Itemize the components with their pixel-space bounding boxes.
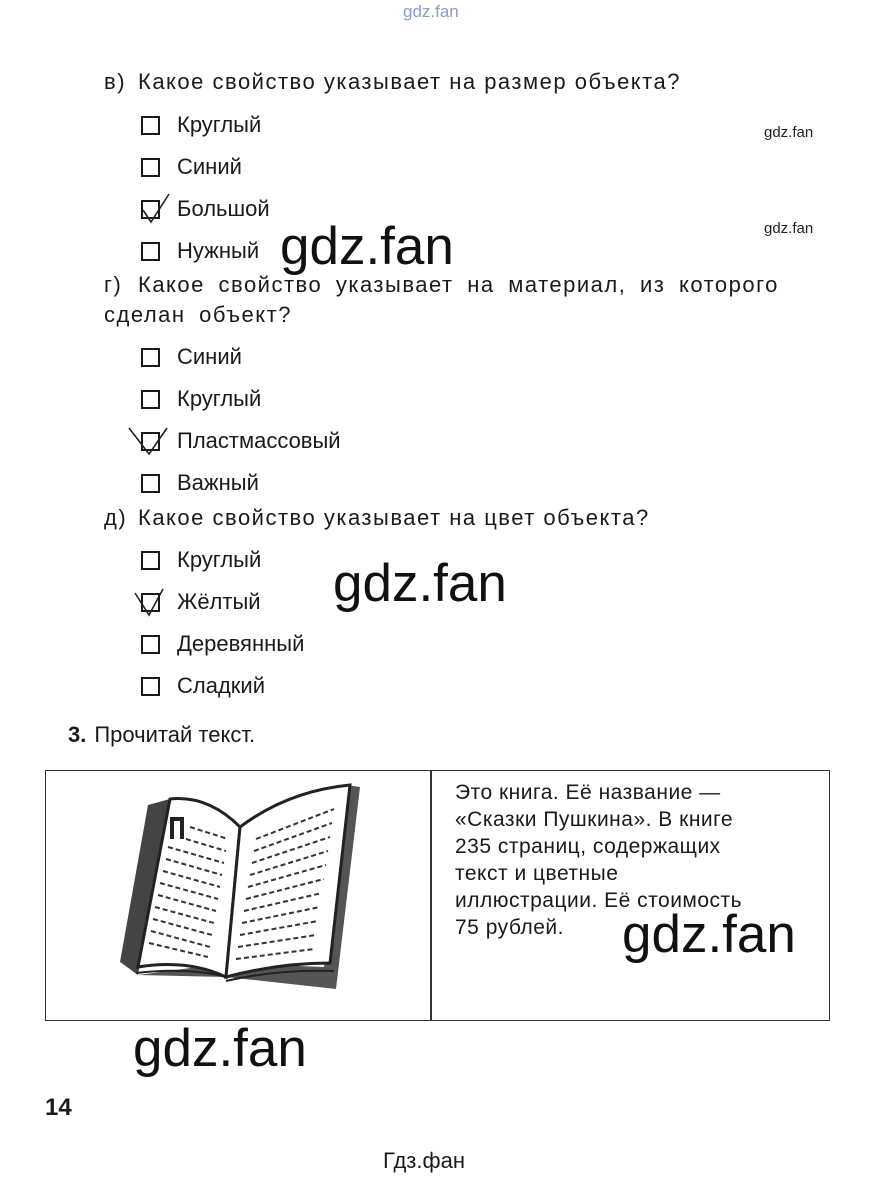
checkbox[interactable] — [141, 551, 160, 570]
option-d-3[interactable] — [141, 671, 304, 701]
checkbox[interactable] — [141, 348, 160, 367]
checkbox-checked[interactable] — [141, 200, 160, 219]
options-g — [141, 342, 341, 498]
watermark-big-3: gdz.fan — [622, 905, 796, 964]
question-g — [104, 270, 834, 330]
watermark-small-1: gdz.fan — [764, 124, 814, 141]
book-description: Это книга. Её название — «Сказки Пушкина». В книге 235 страниц, содержащих текст и цветные иллюстрации. Её стоимость 75 рублей. — [455, 781, 743, 939]
options-d — [141, 545, 304, 701]
page-number: 14 — [45, 1094, 72, 1121]
option-d-2[interactable] — [141, 629, 304, 659]
option-label: Деревянный — [177, 631, 305, 656]
question-g-label: г) — [104, 272, 123, 297]
task-number: 3. — [68, 722, 87, 747]
watermark-big-4: gdz.fan — [133, 1019, 307, 1078]
option-label: Синий — [177, 344, 242, 369]
checkbox[interactable] — [141, 474, 160, 493]
question-d-text: Какое свойство указывает на цвет объекта? — [138, 505, 650, 530]
options-v — [141, 110, 270, 266]
checkbox-checked[interactable] — [141, 432, 160, 451]
option-label: Пластмассовый — [177, 428, 341, 453]
check-mark-icon — [129, 420, 177, 468]
checkbox[interactable] — [141, 635, 160, 654]
check-mark-icon — [129, 581, 177, 629]
option-label: Круглый — [177, 112, 262, 137]
option-v-0[interactable] — [141, 110, 270, 140]
footer-site: Гдз.фан — [383, 1148, 465, 1173]
checkbox[interactable] — [141, 390, 160, 409]
panel-divider — [430, 770, 432, 1021]
checkbox[interactable] — [141, 116, 160, 135]
option-g-0[interactable] — [141, 342, 341, 372]
watermark-big-1: gdz.fan — [280, 217, 454, 276]
watermark-big-2: gdz.fan — [333, 554, 507, 613]
option-label: Круглый — [177, 386, 262, 411]
question-v-text: Какое свойство указывает на размер объекта? — [138, 69, 681, 94]
option-d-1[interactable] — [141, 587, 304, 617]
option-g-2[interactable] — [141, 426, 341, 456]
option-label: Синий — [177, 154, 242, 179]
option-v-2[interactable] — [141, 194, 270, 224]
option-v-3[interactable] — [141, 236, 270, 266]
checkbox[interactable] — [141, 158, 160, 177]
question-d — [104, 503, 650, 533]
option-label: Большой — [177, 196, 270, 221]
option-label: Важный — [177, 470, 259, 495]
question-v — [104, 67, 681, 97]
task-title: Прочитай текст. — [94, 722, 256, 747]
checkbox[interactable] — [141, 242, 160, 261]
open-book-icon — [108, 777, 368, 1007]
check-mark-icon — [129, 188, 177, 236]
option-label: Жёлтый — [177, 589, 261, 614]
checkbox[interactable] — [141, 677, 160, 696]
option-label: Круглый — [177, 547, 262, 572]
checkbox-checked[interactable] — [141, 593, 160, 612]
option-g-1[interactable] — [141, 384, 341, 414]
option-g-3[interactable] — [141, 468, 341, 498]
watermark-small-2: gdz.fan — [764, 220, 814, 237]
option-v-1[interactable] — [141, 152, 270, 182]
question-d-label: д) — [104, 505, 128, 530]
option-d-0[interactable] — [141, 545, 304, 575]
question-v-label: в) — [104, 69, 127, 94]
option-label: Сладкий — [177, 673, 265, 698]
watermark-top: gdz.fan — [403, 2, 459, 21]
option-label: Нужный — [177, 238, 260, 263]
question-g-text: Какое свойство указывает на материал, из которого сделан объект? — [104, 272, 779, 327]
task-3-heading — [68, 722, 255, 748]
